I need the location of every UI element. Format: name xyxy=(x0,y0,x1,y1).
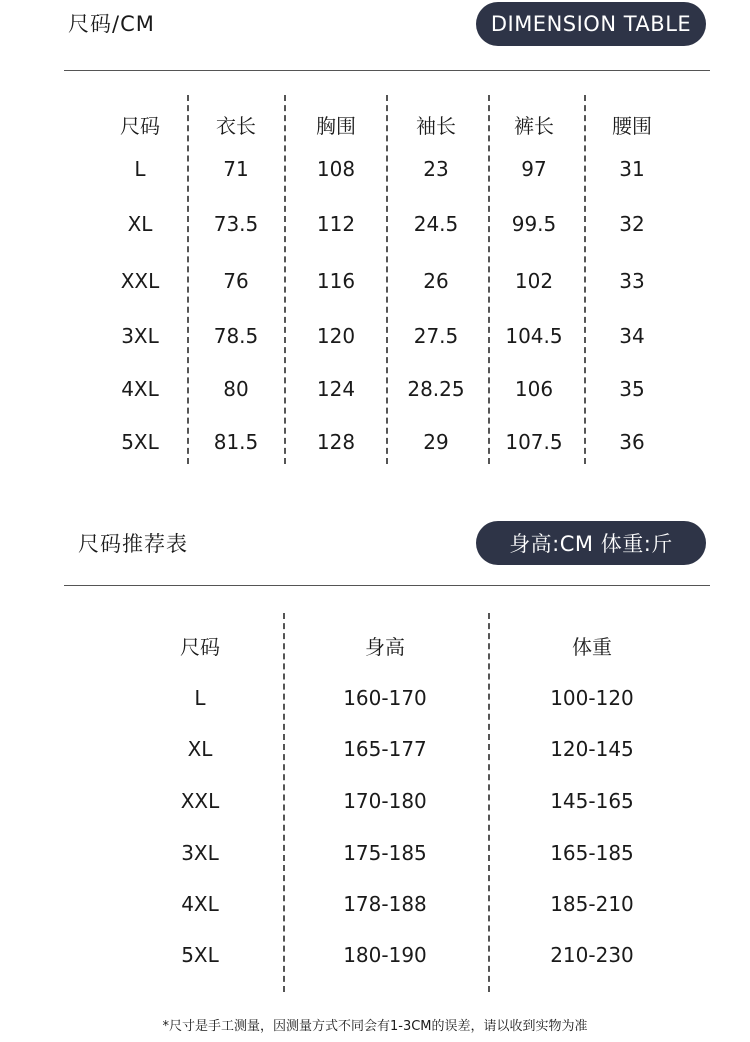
table-cell: L xyxy=(194,686,206,710)
table-cell: L xyxy=(134,157,146,181)
table-cell: 26 xyxy=(423,269,449,293)
table-cell: 5XL xyxy=(181,943,219,967)
table-cell: 106 xyxy=(514,377,554,401)
table-cell: XXL xyxy=(120,269,160,293)
column-header: 腰围 xyxy=(612,114,652,138)
dimension-badge: DIMENSION TABLE xyxy=(476,2,706,46)
table-cell: 165-185 xyxy=(550,841,634,865)
table-cell: 210-230 xyxy=(550,943,634,967)
table-cell: 3XL xyxy=(121,324,159,348)
table-cell: 100-120 xyxy=(550,686,634,710)
table-cell: 185-210 xyxy=(550,892,634,916)
table-cell: 35 xyxy=(619,377,645,401)
table-cell: 34 xyxy=(619,324,645,348)
table-cell: 170-180 xyxy=(343,789,427,813)
table-cell: 28.25 xyxy=(407,377,465,401)
column-header: 裤长 xyxy=(514,114,554,138)
table-cell: 80 xyxy=(223,377,249,401)
column-divider xyxy=(283,613,285,992)
table-cell: 120 xyxy=(316,324,356,348)
table-cell: 102 xyxy=(514,269,554,293)
table-cell: 3XL xyxy=(181,841,219,865)
column-divider xyxy=(488,613,490,992)
table-cell: 33 xyxy=(619,269,645,293)
footnote: *尺寸是手工测量，因测量方式不同会有1-3CM的误差，请以收到实物为准 xyxy=(162,1019,588,1034)
table-cell: XXL xyxy=(180,789,220,813)
recommend-badge: 身高:CM 体重:斤 xyxy=(476,521,706,565)
column-header: 尺码 xyxy=(180,635,220,659)
table-cell: 107.5 xyxy=(505,430,563,454)
table-cell: 160-170 xyxy=(343,686,427,710)
table-cell: 71 xyxy=(223,157,249,181)
table-cell: 36 xyxy=(619,430,645,454)
recommend-title: 尺码推荐表 xyxy=(78,532,188,556)
table-cell: 124 xyxy=(316,377,356,401)
table-cell: 145-165 xyxy=(550,789,634,813)
column-header: 袖长 xyxy=(416,114,456,138)
table-cell: 76 xyxy=(223,269,249,293)
table-cell: 116 xyxy=(316,269,356,293)
table-cell: 180-190 xyxy=(343,943,427,967)
column-header: 衣长 xyxy=(216,114,256,138)
table-cell: 128 xyxy=(316,430,356,454)
table-cell: 104.5 xyxy=(505,324,563,348)
table-cell: 4XL xyxy=(181,892,219,916)
table-cell: XL xyxy=(187,737,213,761)
table-cell: 32 xyxy=(619,212,645,236)
table-cell: 108 xyxy=(316,157,356,181)
table-cell: 23 xyxy=(423,157,449,181)
table-cell: 5XL xyxy=(121,430,159,454)
table-cell: 112 xyxy=(316,212,356,236)
table-cell: XL xyxy=(127,212,153,236)
table-cell: 97 xyxy=(521,157,547,181)
column-header: 胸围 xyxy=(316,114,356,138)
column-header: 体重 xyxy=(572,635,612,659)
table-cell: 4XL xyxy=(121,377,159,401)
table-cell: 178-188 xyxy=(343,892,427,916)
table-cell: 78.5 xyxy=(213,324,259,348)
table-cell: 165-177 xyxy=(343,737,427,761)
table-cell: 31 xyxy=(619,157,645,181)
table-cell: 120-145 xyxy=(550,737,634,761)
table-cell: 73.5 xyxy=(213,212,259,236)
table-cell: 24.5 xyxy=(413,212,459,236)
table-cell: 175-185 xyxy=(343,841,427,865)
table-cell: 81.5 xyxy=(213,430,259,454)
table-cell: 29 xyxy=(423,430,449,454)
dimension-title: 尺码/CM xyxy=(68,12,155,36)
column-header: 尺码 xyxy=(120,114,160,138)
table-cell: 99.5 xyxy=(511,212,557,236)
table-cell: 27.5 xyxy=(413,324,459,348)
column-header: 身高 xyxy=(365,635,405,659)
